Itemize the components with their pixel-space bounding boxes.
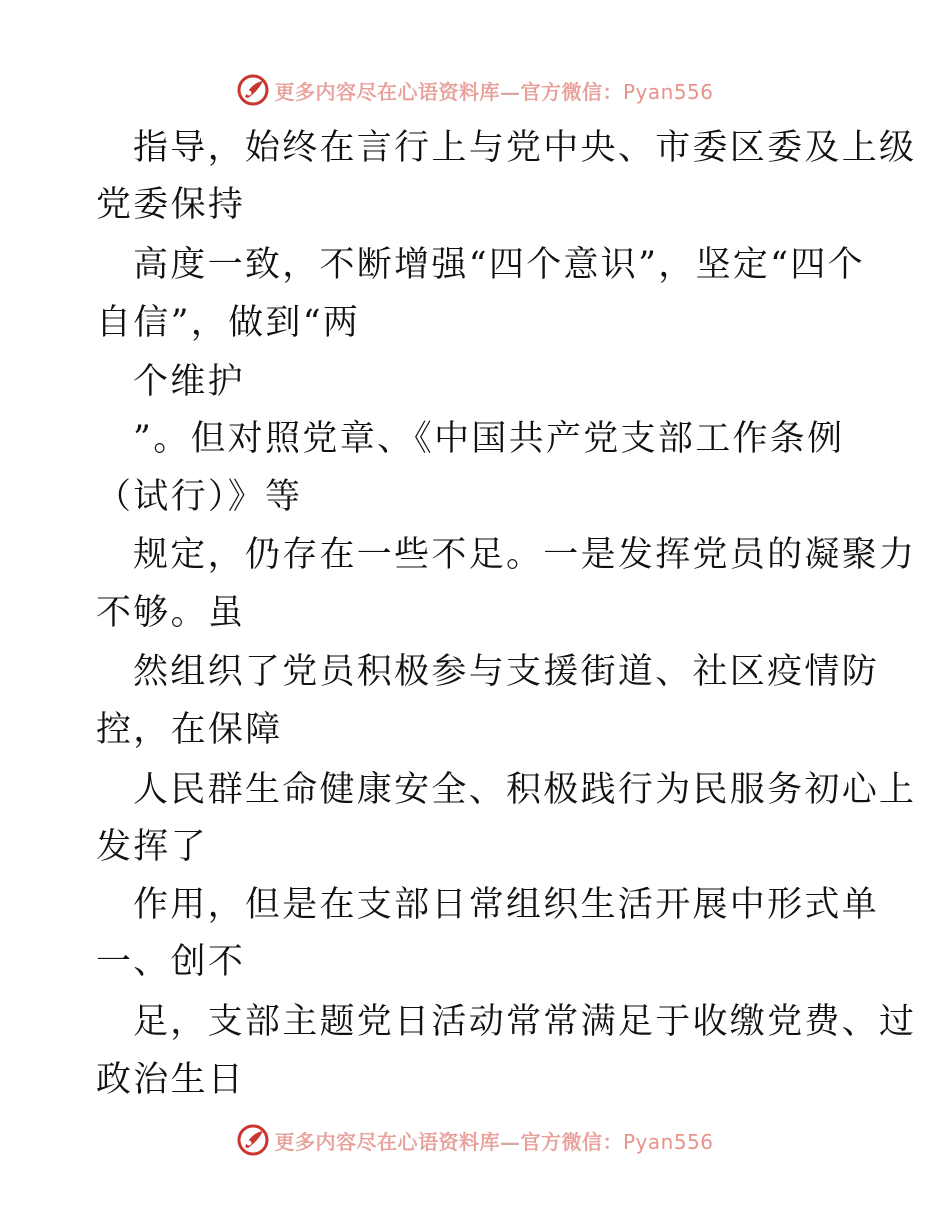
wechat-id: Pyan556 xyxy=(622,79,714,104)
body-line: （试行）》等 xyxy=(96,477,303,517)
body-line: 规定，仍存在一些不足。一是发挥党员的凝聚力 xyxy=(133,535,917,575)
body-line: ”。但对照党章、《中国共产党支部工作条例 xyxy=(133,419,845,459)
body-line: 自信”，做到“两 xyxy=(96,303,361,343)
body-line: 控，在保障 xyxy=(96,710,283,750)
footer-watermark-text: 更多内容尽在心语资料库—官方微信：Pyan556 xyxy=(274,1129,714,1154)
body-line: 党委保持 xyxy=(96,185,246,225)
body-line: 作用，但是在支部日常组织生活开展中形式单 xyxy=(133,885,880,925)
header-watermark-text: 更多内容尽在心语资料库—官方微信：Pyan556 xyxy=(274,79,714,104)
footer-watermark-banner xyxy=(0,1118,950,1162)
header-watermark-banner xyxy=(0,68,950,112)
body-line: 高度一致，不断增强“四个意识”，坚定“四个 xyxy=(133,245,865,285)
brand-logo-icon xyxy=(236,1123,270,1157)
body-line: 人民群生命健康安全、积极践行为民服务初心上 xyxy=(133,770,917,810)
brand-logo-icon xyxy=(236,73,270,107)
body-line: 然组织了党员积极参与支援街道、社区疫情防 xyxy=(133,652,880,692)
body-line: 一、创不 xyxy=(96,942,246,982)
body-line: 足，支部主题党日活动常常满足于收缴党费、过 xyxy=(133,1002,917,1042)
body-line: 政治生日 xyxy=(96,1060,246,1100)
wechat-id: Pyan556 xyxy=(622,1129,714,1154)
body-line: 指导，始终在言行上与党中央、市委区委及上级 xyxy=(133,128,917,168)
body-line: 个维护 xyxy=(133,362,245,402)
body-line: 发挥了 xyxy=(96,827,208,867)
body-line: 不够。虽 xyxy=(96,593,246,633)
